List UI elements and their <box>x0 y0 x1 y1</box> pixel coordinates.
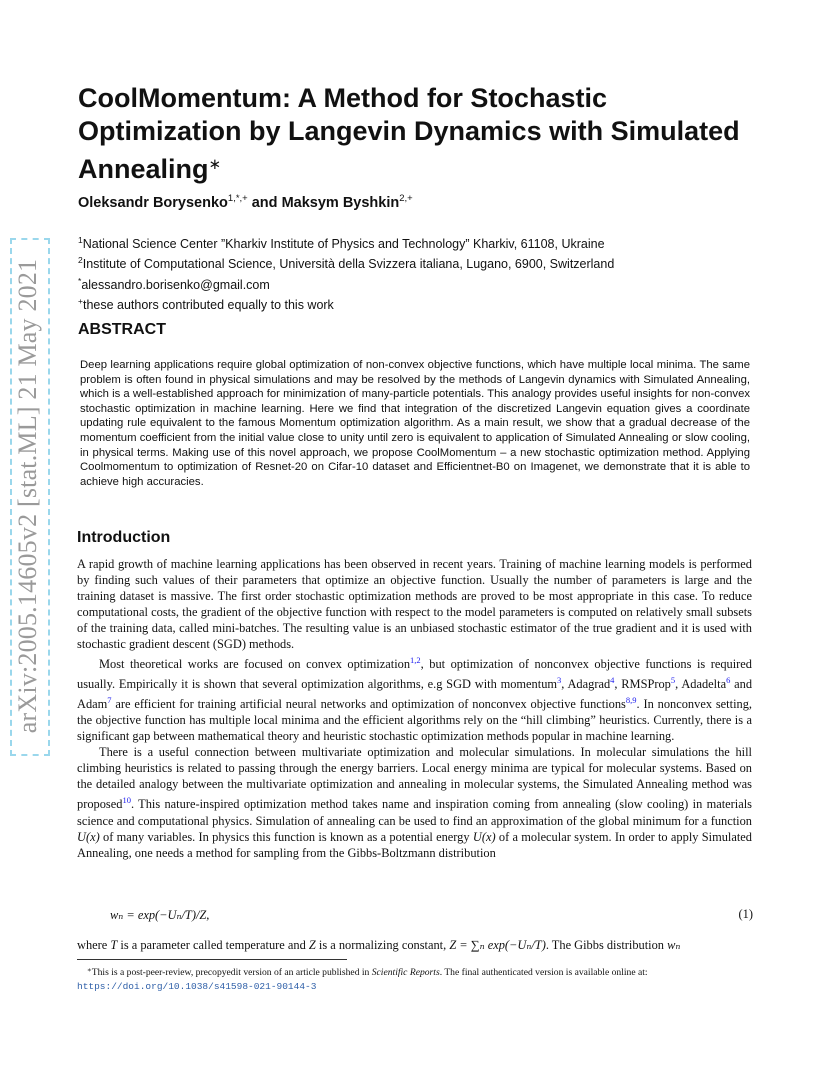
p3-text-4: of a molecular system. In order to apply Simulated Annealing, one needs a method for sampling from the Gibbs-Boltzmann distribution <box>77 829 752 860</box>
p3-text-1: There is a useful connection between multivariate optimization and molecular simulations. In molecular simulations the hill climbing heuristics is related to passing through the energy barriers. Local energy minima are typical for molecular systems. Based on the detailed analogy between the multivariate optimization and annealing in molecular systems, the Simulated Annealing method was proposed <box>77 745 752 812</box>
title-footnote-mark[interactable]: ∗ <box>208 156 222 173</box>
affiliation-4-text: these authors contributed equally to this work <box>82 298 334 313</box>
affiliation-1-text: National Science Center ”Kharkiv Institute of Physics and Technology” Kharkiv, 61108, Ukraine <box>82 237 605 252</box>
affiliation-2-text: Institute of Computational Science, Università della Svizzera italiana, Lugano, 6900, Switzerland <box>82 257 615 272</box>
p2-text-1: Most theoretical works are focused on convex optimization <box>99 657 411 672</box>
title-line-2: Optimization by Langevin Dynamics with Simulated <box>78 116 740 146</box>
var-wn: wₙ <box>667 938 681 952</box>
affiliations <box>78 232 614 314</box>
footnote <box>77 964 752 993</box>
p3-math-1: U(x) <box>77 829 100 844</box>
p2-text-7: are efficient for training artificial neural networks and optimization of nonconvex objective functions <box>111 697 626 712</box>
affiliation-2-mark: 2 <box>78 255 83 266</box>
eq-tail-text-3: is a normalizing constant, <box>315 938 450 952</box>
affiliation-1 <box>78 232 614 252</box>
affiliation-1-mark: 1 <box>78 235 83 245</box>
var-T: T <box>110 938 118 952</box>
citation-8-9[interactable]: 8,9 <box>625 695 637 706</box>
p2-text-4: , RMSProp <box>614 677 671 692</box>
affiliation-4-mark: + <box>78 296 83 307</box>
footnote-text-1: This is a post-peer-review, precopyedit version of an article published in <box>91 967 372 978</box>
eq-tail-text-2: is a parameter called temperature and <box>117 938 309 952</box>
author-joiner: and <box>247 194 282 211</box>
author-1-name: Oleksandr Borysenko <box>78 194 228 211</box>
normalizing-constant-formula: Z = ∑ₙ exp(−Uₙ/T) <box>449 938 546 952</box>
paper-title <box>78 82 778 186</box>
footnote-mark: ∗ <box>87 966 92 974</box>
p3-math-2: U(x) <box>472 829 496 844</box>
var-Z: Z <box>308 938 316 952</box>
p2-text-5: , Adadelta <box>675 677 727 692</box>
citation-4[interactable]: 4 <box>610 675 615 686</box>
citation-7[interactable]: 7 <box>107 695 112 706</box>
abstract-heading: ABSTRACT <box>78 321 166 338</box>
equation-1: wₙ = exp(−Uₙ/T)/Z, <box>110 908 210 922</box>
citation-3[interactable]: 3 <box>557 675 562 686</box>
author-list <box>78 193 413 211</box>
p3-text-2: . This nature-inspired optimization method takes name and inspiration coming from annealing (slow cooling) in materials science and computational physics. Simulation of annealing can be used to find an approximation of the global minimum for a function <box>77 797 752 828</box>
equation-continuation <box>77 937 752 953</box>
footnote-text-2: . The final authenticated version is available online at: <box>439 967 648 978</box>
p2-text-2: , but optimization of nonconvex objective functions is required usually. Empirically it is shown that several optimization algorithms, e.g SGD with momentum <box>77 657 752 692</box>
paragraph-1: A rapid growth of machine learning applications has been observed in recent years. Training of machine learning models is performed by finding such values of their parameters that optimize an objective function. Usually the number of parameters is large and the training dataset is massive. The first order stochastic optimization methods are proved to be most appropriate in this case. To reduce computational costs, the gradient of the objective function with respect to the model parameters is computed on relatively small subsets of the training data, called mini-batches. The resulting value is an unbiased stochastic estimator of the true gradient and it is used with stochastic gradient descent (SGD) methods. <box>77 557 752 651</box>
eq-tail-text-1: where <box>77 938 111 952</box>
doi-link[interactable]: https://doi.org/10.1038/s41598-021-90144-3 <box>77 980 317 992</box>
affiliation-equal-contrib <box>78 293 614 313</box>
citation-10[interactable]: 10 <box>122 795 131 806</box>
title-line-3-text: Annealing <box>78 154 209 184</box>
citation-6[interactable]: 6 <box>726 675 731 686</box>
citation-1-2[interactable]: 1,2 <box>410 655 421 665</box>
equation-1-number: (1) <box>738 907 753 921</box>
introduction-heading: Introduction <box>77 529 171 546</box>
abstract-text: Deep learning applications require global optimization of non-convex objective functions, which have multiple local minima. The same problem is often found in physical simulations and may be resolved by the methods of Langevin dynamics with Simulated Annealing, which is a well-established approach for minimization of many-particle potentials. This analogy provides useful insights for non-convex stochastic optimization in machine learning. Here we find that integration of the discretized Langevin equation gives a coordinate updating rule equivalent to the famous Momentum optimization algorithm. As a main result, we show that a gradual decrease of the momentum coefficient from the initial value close to unity until zero is equivalent to application of Simulated Annealing or slow cooling, in physical terms. Making use of this novel approach, we propose CoolMomentum – a new stochastic optimization method. Applying Coolmomentum to optimization of Resnet-20 on Cifar-10 dataset and Efficientnet-B0 on Imagenet, we demonstrate that it is able to achieve high accuracies. <box>80 359 750 488</box>
eq-tail-text-4: . The Gibbs distribution <box>545 938 668 952</box>
author-2-name: Maksym Byshkin <box>281 194 400 211</box>
footnote-journal: Scientific Reports <box>371 967 440 978</box>
paragraph-3 <box>77 744 752 860</box>
p2-text-3: , Adagrad <box>561 677 611 692</box>
introduction-body <box>77 556 752 861</box>
author-2-affil: 2,+ <box>399 193 413 204</box>
p2-text-8: . In nonconvex setting, the objective function has multiple local minima and the efficient algorithms rely on the “hill climbing” heuristics. Currently, there is a significant gap between mathematical theory and heuristic stochastic optimization methods popular in machine learning. <box>77 697 753 744</box>
citation-5[interactable]: 5 <box>670 675 676 686</box>
affiliation-2 <box>78 252 614 272</box>
p2-text-6: and Adam <box>77 677 753 712</box>
title-line-3 <box>78 148 778 186</box>
footnote-rule <box>77 959 347 960</box>
email-address[interactable]: alessandro.borisenko@gmail.com <box>81 278 270 293</box>
footnote-line-1 <box>77 964 752 980</box>
arxiv-stamp: arXiv:2005.14605v2 [stat.ML] 21 May 2021 <box>13 258 42 734</box>
title-line-1: CoolMomentum: A Method for Stochastic <box>78 83 607 113</box>
affiliation-3-mark: * <box>78 275 82 286</box>
affiliation-email <box>78 273 614 293</box>
p3-text-3: of many variables. In physics this function is known as a potential energy <box>99 829 473 844</box>
paragraph-2 <box>77 652 752 744</box>
author-1-affil: 1,*,+ <box>227 193 248 204</box>
